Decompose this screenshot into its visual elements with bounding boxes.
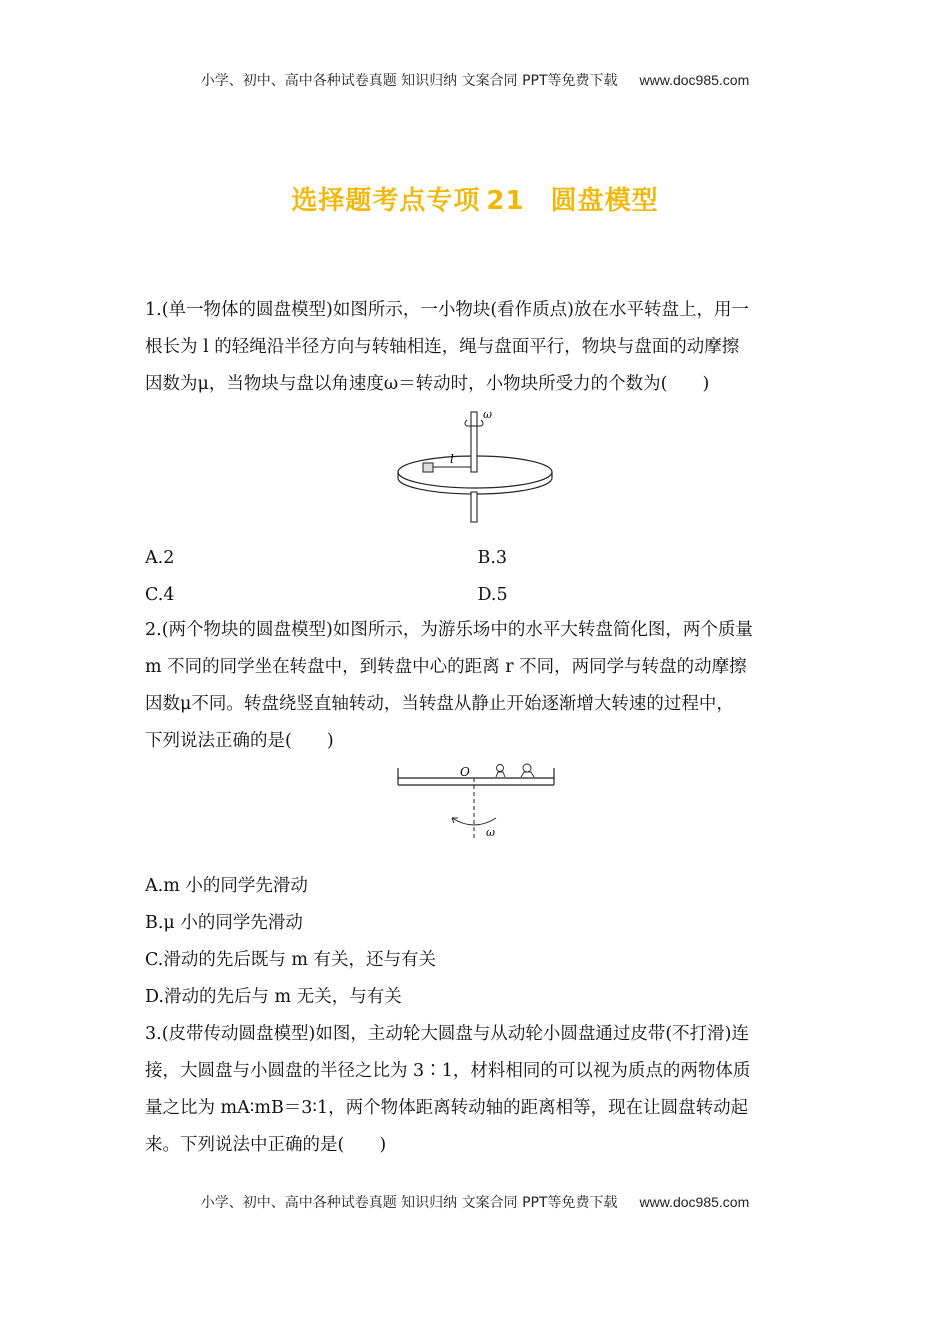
page-footer (0, 1192, 950, 1212)
question-3 (145, 1016, 810, 1164)
q2-option-d[interactable]: D.滑动的先后与 m 无关，与有关 (145, 987, 402, 1007)
q2-option-a[interactable]: A.m 小的同学先滑动 (145, 876, 308, 896)
rotation-axle (471, 412, 477, 472)
q1-option-a[interactable]: A.2 (145, 548, 175, 568)
q2-line-2: m 不同的同学坐在转盘中，到转盘中心的距离 r 不同，两同学与转盘的动摩擦 (145, 657, 747, 677)
title-topic: 圆盘模型 (550, 186, 659, 216)
q3-line-4: 来。下列说法中正确的是( ) (145, 1135, 387, 1155)
header-site-link[interactable]: www.doc985.com (639, 72, 750, 88)
q1-options (145, 540, 810, 614)
q1-l-label: l (450, 452, 454, 466)
q1-line-2: 根长为 l 的轻绳沿半径方向与转轴相连，绳与盘面平行，物块与盘面的动摩擦 (145, 337, 740, 357)
q1-line-3: 因数为μ，当物块与盘以角速度ω＝转动时，小物块所受力的个数为( ) (145, 374, 710, 394)
small-block (423, 463, 433, 472)
footer-site-link[interactable]: www.doc985.com (639, 1194, 750, 1210)
q2-line-4: 下列说法正确的是( ) (145, 731, 334, 751)
page-header (0, 70, 950, 90)
q2-options (145, 868, 810, 1016)
q1-option-c[interactable]: C.4 (145, 585, 175, 605)
q2-turntable-figure (390, 760, 562, 844)
question-2 (145, 612, 810, 760)
q1-option-d[interactable]: D.5 (477, 585, 508, 605)
q2-center-label: O (460, 765, 470, 779)
q3-line-2: 接，大圆盘与小圆盘的半径之比为 3∶1，材料相同的可以视为质点的两物体质 (145, 1061, 751, 1081)
title-main: 选择题考点专项 (291, 186, 481, 216)
student-small-icon (496, 765, 505, 778)
q1-option-b[interactable]: B.3 (477, 548, 508, 568)
q1-turntable-figure (395, 408, 555, 526)
q2-option-b[interactable]: B.μ 小的同学先滑动 (145, 913, 303, 933)
footer-text: 小学、初中、高中各种试卷真题 知识归纳 文案合同 PPT等免费下载 (200, 1195, 618, 1211)
q2-line-3: 因数μ不同。转盘绕竖直轴转动，当转盘从静止开始逐渐增大转速的过程中， (145, 694, 734, 714)
q3-line-3: 量之比为 mA∶mB＝3∶1，两个物体距离转动轴的距离相等，现在让圆盘转动起 (145, 1098, 749, 1118)
header-text: 小学、初中、高中各种试卷真题 知识归纳 文案合同 PPT等免费下载 (200, 73, 618, 89)
title-number: 21 (486, 186, 525, 216)
q3-line-1: 3.(皮带传动圆盘模型)如图，主动轮大圆盘与从动轮小圆盘通过皮带(不打滑)连 (145, 1024, 750, 1044)
q2-line-1: 2.(两个物块的圆盘模型)如图所示，为游乐场中的水平大转盘简化图，两个质量 (145, 620, 753, 640)
question-1 (145, 292, 810, 403)
q2-option-c[interactable]: C.滑动的先后既与 m 有关，还与有关 (145, 950, 437, 970)
q2-omega-label: ω (486, 826, 495, 839)
q1-omega-label: ω (483, 408, 492, 421)
student-large-icon (521, 764, 534, 777)
q1-line-1: 1.(单一物体的圆盘模型)如图所示，一小物块(看作质点)放在水平转盘上，用一 (145, 300, 750, 320)
page-title (0, 180, 950, 217)
